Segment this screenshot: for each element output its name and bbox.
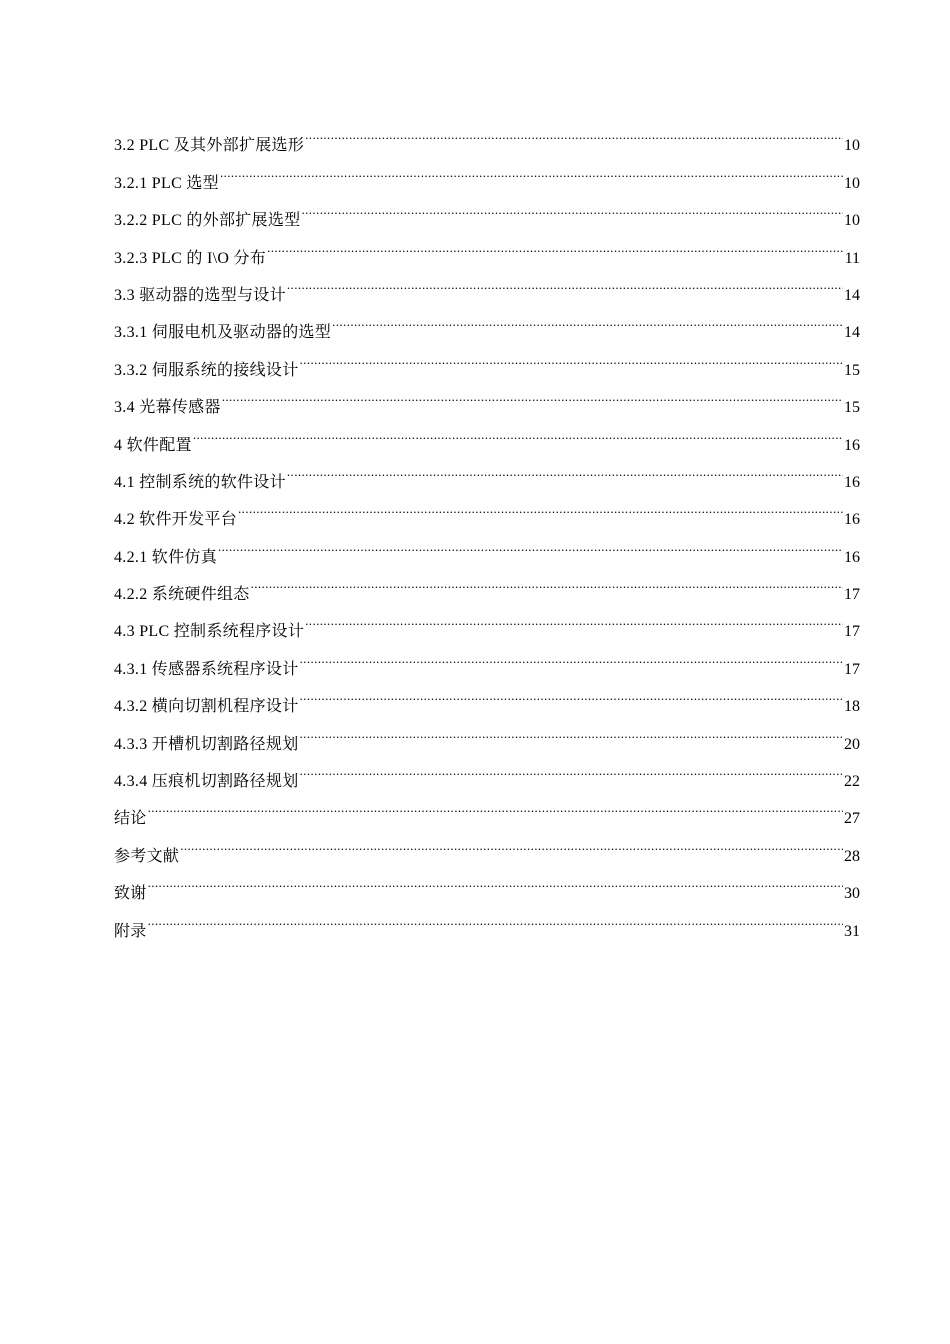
dot-leader [305, 113, 843, 150]
dot-leader [148, 786, 843, 823]
dot-leader [300, 337, 843, 374]
dot-leader [222, 375, 843, 412]
toc-page-number: 30 [844, 885, 860, 903]
toc-entry-3-2-1[interactable] [114, 150, 860, 192]
toc-page-number: 17 [844, 586, 860, 604]
dot-leader [220, 150, 843, 187]
toc-entry-references[interactable] [114, 823, 860, 865]
toc-entry-title: 参考文献 [114, 847, 180, 865]
dot-leader [148, 898, 843, 935]
toc-entry-title: 4.2 软件开发平台 [114, 511, 238, 529]
dot-leader [300, 711, 843, 748]
toc-entry-3-4[interactable] [114, 375, 860, 417]
dot-leader [251, 562, 843, 599]
toc-entry-title: 4.2.1 软件仿真 [114, 548, 217, 566]
toc-page-number: 16 [844, 548, 860, 566]
dot-leader [301, 188, 843, 225]
toc-entry-title: 3.3.2 伺服系统的接线设计 [114, 361, 299, 379]
dot-leader [300, 674, 843, 711]
toc-entry-title: 4.3.2 横向切割机程序设计 [114, 698, 299, 716]
dot-leader [193, 412, 843, 449]
toc-entry-appendix[interactable] [114, 898, 860, 940]
toc-page-number: 11 [844, 249, 860, 267]
toc-page-number: 31 [844, 922, 860, 940]
toc-entry-title: 3.2 PLC 及其外部扩展选形 [114, 137, 305, 155]
toc-entry-title: 3.3.1 伺服电机及驱动器的选型 [114, 324, 332, 342]
toc-page-number: 14 [844, 286, 860, 304]
table-of-contents [114, 113, 860, 940]
toc-entry-title: 4.3.1 传感器系统程序设计 [114, 660, 299, 678]
toc-page-number: 16 [844, 511, 860, 529]
toc-page-number: 10 [844, 212, 860, 230]
dot-leader [305, 599, 843, 636]
dot-leader [300, 749, 843, 786]
toc-entry-title: 4.2.2 系统硬件组态 [114, 586, 250, 604]
toc-page-number: 17 [844, 660, 860, 678]
toc-entry-title: 4.3 PLC 控制系统程序设计 [114, 623, 305, 641]
toc-page-number: 15 [844, 399, 860, 417]
toc-entry-title: 结论 [114, 810, 147, 828]
toc-entry-title: 4.1 控制系统的软件设计 [114, 473, 286, 491]
toc-page-number: 14 [844, 324, 860, 342]
toc-entry-4-2-2[interactable] [114, 562, 860, 604]
dot-leader [218, 524, 843, 561]
toc-page-number: 15 [844, 361, 860, 379]
toc-page-number: 22 [844, 773, 860, 791]
toc-entry-title: 3.2.1 PLC 选型 [114, 174, 219, 192]
dot-leader [300, 636, 843, 673]
toc-page-number: 27 [844, 810, 860, 828]
toc-entry-title: 致谢 [114, 885, 147, 903]
toc-page-number: 16 [844, 473, 860, 491]
toc-entry-title: 3.2.2 PLC 的外部扩展选型 [114, 212, 301, 230]
toc-entry-title: 3.4 光幕传感器 [114, 399, 221, 417]
toc-page-number: 17 [844, 623, 860, 641]
toc-entry-title: 4.3.4 压痕机切割路径规划 [114, 773, 299, 791]
toc-entry-conclusion[interactable] [114, 786, 860, 828]
toc-page-number: 10 [844, 174, 860, 192]
dot-leader [332, 300, 843, 337]
dot-leader [287, 450, 843, 487]
toc-page-number: 20 [844, 735, 860, 753]
toc-entry-4-2-1[interactable] [114, 524, 860, 566]
toc-entry-title: 4 软件配置 [114, 436, 192, 454]
toc-entry-3-2[interactable] [114, 113, 860, 155]
toc-page-number: 18 [844, 698, 860, 716]
toc-entry-4-1[interactable] [114, 450, 860, 491]
toc-entry-title: 4.3.3 开槽机切割路径规划 [114, 735, 299, 753]
toc-page-number: 10 [844, 137, 860, 155]
dot-leader [287, 263, 843, 300]
toc-entry-4[interactable] [114, 412, 860, 454]
toc-page-number: 28 [844, 847, 860, 865]
toc-entry-3-2-2[interactable] [114, 188, 860, 230]
dot-leader [180, 823, 843, 860]
dot-leader [238, 487, 843, 524]
toc-entry-title: 附录 [114, 922, 147, 940]
toc-entry-title: 3.3 驱动器的选型与设计 [114, 286, 286, 304]
toc-entry-acknowledgements[interactable] [114, 861, 860, 903]
dot-leader [267, 225, 844, 262]
dot-leader [148, 861, 843, 898]
toc-page-number: 16 [844, 436, 860, 454]
toc-entry-title: 3.2.3 PLC 的 I\O 分布 [114, 249, 267, 267]
